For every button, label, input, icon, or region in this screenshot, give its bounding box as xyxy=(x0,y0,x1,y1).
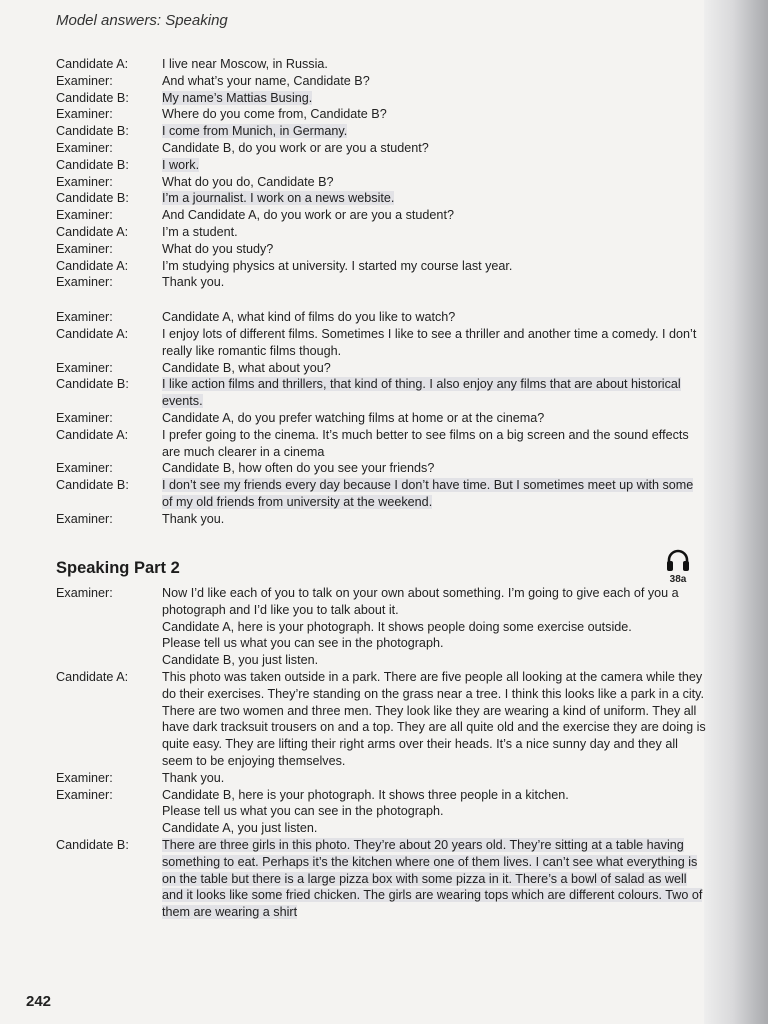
speaker-label: Examiner: xyxy=(56,140,113,155)
speaker-label xyxy=(56,803,162,820)
turn-text xyxy=(162,241,706,258)
turn-text-content: Candidate A, do you prefer watching films at home or at the cinema? xyxy=(162,410,545,425)
dialogue-turn xyxy=(56,837,706,921)
speaker-label: Examiner: xyxy=(56,73,113,88)
dialogue-turn xyxy=(56,326,706,360)
dialogue-turn xyxy=(56,140,706,157)
turn-text xyxy=(162,326,706,360)
turn-text-content: Thank you. xyxy=(162,275,225,290)
turn-text-content: I’m a student. xyxy=(162,224,238,239)
dialogue-turn xyxy=(56,477,706,511)
dialogue-turn xyxy=(56,90,706,107)
turn-text xyxy=(162,123,706,140)
turn-text xyxy=(162,190,706,207)
turn-text-content: This photo was taken outside in a park. There are five people all looking at the camera while they do their exercises. They’re standing on the grass near a tree. I think this looks like a park in a city. There are two women and three men. They look like they are wearing a kind of uniform. They all have dark tracksuit trousers on and a top. They are all quite old and the exercise they are doing is quite easy. They are lifting their right arms over their heads. It’s a nice sunny day and they all seem to be enjoying themselves. xyxy=(162,669,706,768)
turn-text-content: Thank you. xyxy=(162,770,225,785)
turn-text xyxy=(162,820,706,837)
speaker-label: Examiner: xyxy=(56,586,113,600)
speaker-label: Examiner: xyxy=(56,787,113,802)
turn-text-content: I enjoy lots of different films. Sometimes I like to see a thriller and another time a comedy. I don’t really like romantic films though. xyxy=(162,326,697,358)
turn-text xyxy=(162,106,706,123)
dialogue-turn xyxy=(56,241,706,258)
speaker-label: Candidate B: xyxy=(56,124,129,139)
turn-text xyxy=(162,410,706,427)
speaker-label: Candidate A: xyxy=(56,57,129,71)
speaker-label: Candidate B: xyxy=(56,377,129,392)
turn-text-content: Candidate B, how often do you see your friends? xyxy=(162,461,435,476)
turn-text xyxy=(162,376,706,410)
highlighted-answer: I like action films and thrillers, that kind of thing. I also enjoy any films that are about historical events. xyxy=(162,377,681,409)
speaker-label: Examiner: xyxy=(56,310,113,325)
paragraph-gap xyxy=(56,291,706,309)
turn-text xyxy=(162,669,706,770)
speaker-label xyxy=(56,820,162,837)
turn-text xyxy=(162,787,706,804)
turn-text xyxy=(162,635,706,652)
turn-text xyxy=(162,652,706,669)
turn-text xyxy=(162,56,706,73)
dialogue-turn xyxy=(56,274,706,291)
turn-text-content: Where do you come from, Candidate B? xyxy=(162,107,387,122)
section-heading: Speaking Part 2 xyxy=(56,559,180,577)
dialogue-turn xyxy=(56,73,706,90)
speaker-label: Examiner: xyxy=(56,461,113,476)
speaker-label: Examiner: xyxy=(56,410,113,425)
turn-text-content: Please tell us what you can see in the photograph. xyxy=(162,636,444,651)
dialogue-turn xyxy=(56,585,706,619)
turn-text-content: Candidate A, you just listen. xyxy=(162,821,318,836)
dialogue-turn xyxy=(56,106,706,123)
audio-track-indicator xyxy=(664,548,692,585)
dialogue-turn xyxy=(56,803,706,820)
turn-text xyxy=(162,224,706,241)
turn-text-content: I live near Moscow, in Russia. xyxy=(162,57,328,71)
dialogue-turn xyxy=(56,787,706,804)
highlighted-answer: I work. xyxy=(162,157,200,172)
turn-text-content: What do you do, Candidate B? xyxy=(162,174,334,189)
turn-text-content: And what’s your name, Candidate B? xyxy=(162,73,370,88)
turn-text-content: Candidate A, here is your photograph. It shows people doing some exercise outside. xyxy=(162,619,632,634)
dialogue-turn xyxy=(56,123,706,140)
turn-text-content: I prefer going to the cinema. It’s much better to see films on a big screen and the sound effects are much clearer in a cinema xyxy=(162,427,689,459)
speaking-part2-transcript xyxy=(56,585,706,921)
turn-text xyxy=(162,309,706,326)
speaker-label: Examiner: xyxy=(56,360,113,375)
turn-text xyxy=(162,174,706,191)
turn-text xyxy=(162,258,706,275)
dialogue-turn xyxy=(56,258,706,275)
turn-text-content: Thank you. xyxy=(162,511,225,526)
dialogue-turn xyxy=(56,56,706,73)
speaker-label: Candidate B: xyxy=(56,157,129,172)
page-number: 242 xyxy=(26,993,52,1010)
dialogue-turn xyxy=(56,224,706,241)
dialogue-turn xyxy=(56,376,706,410)
speaker-label: Examiner: xyxy=(56,208,113,223)
speaker-label: Candidate A: xyxy=(56,224,129,239)
turn-text xyxy=(162,585,706,619)
speaker-label: Candidate B: xyxy=(56,478,129,493)
turn-text-content: Candidate B, do you work or are you a student? xyxy=(162,140,429,155)
dialogue-turn xyxy=(56,190,706,207)
turn-text-content: Candidate B, here is your photograph. It shows three people in a kitchen. xyxy=(162,787,569,802)
dialogue-turn xyxy=(56,410,706,427)
speaker-label: Candidate B: xyxy=(56,191,129,206)
speaker-label: Candidate A: xyxy=(56,427,129,442)
turn-text xyxy=(162,274,706,291)
turn-text xyxy=(162,90,706,107)
speaker-label: Examiner: xyxy=(56,174,113,189)
speaker-label: Candidate A: xyxy=(56,669,129,684)
dialogue-turn xyxy=(56,157,706,174)
turn-text xyxy=(162,803,706,820)
highlighted-answer: My name’s Mattias Busing. xyxy=(162,90,313,105)
turn-text xyxy=(162,837,706,921)
dialogue-turn xyxy=(56,427,706,461)
turn-text xyxy=(162,619,706,636)
turn-text xyxy=(162,207,706,224)
turn-text-content: What do you study? xyxy=(162,241,274,256)
dialogue-turn xyxy=(56,460,706,477)
turn-text xyxy=(162,140,706,157)
dialogue-turn xyxy=(56,669,706,770)
dialogue-turn xyxy=(56,309,706,326)
speaker-label: Candidate A: xyxy=(56,326,129,341)
turn-text xyxy=(162,360,706,377)
dialogue-turn xyxy=(56,174,706,191)
turn-text-content: Candidate A, what kind of films do you like to watch? xyxy=(162,310,456,325)
audio-track-number: 38a xyxy=(669,574,687,585)
turn-text xyxy=(162,477,706,511)
dialogue-turn xyxy=(56,360,706,377)
turn-text xyxy=(162,73,706,90)
highlighted-answer: I don’t see my friends every day because I don’t have time. But I sometimes meet up with some of my old friends from university at the weekend. xyxy=(162,478,694,509)
turn-text xyxy=(162,770,706,787)
highlighted-answer: I’m a journalist. I work on a news website. xyxy=(162,191,395,206)
speaker-label: Candidate A: xyxy=(56,258,129,273)
speaker-label xyxy=(56,619,162,636)
page-gutter-shadow xyxy=(704,0,768,1024)
dialogue-turn xyxy=(56,770,706,787)
turn-text xyxy=(162,427,706,461)
speaker-label xyxy=(56,652,162,669)
dialogue-turn xyxy=(56,652,706,669)
turn-text-content: I’m studying physics at university. I started my course last year. xyxy=(162,258,513,273)
turn-text xyxy=(162,157,706,174)
highlighted-answer: I come from Munich, in Germany. xyxy=(162,124,348,139)
turn-text-content: Candidate B, you just listen. xyxy=(162,653,319,668)
dialogue-turn xyxy=(56,635,706,652)
speaker-label: Candidate B: xyxy=(56,90,129,105)
speaker-label: Examiner: xyxy=(56,275,113,290)
speaker-label xyxy=(56,635,162,652)
turn-text-content: Candidate B, what about you? xyxy=(162,360,331,375)
dialogue-turn xyxy=(56,511,706,528)
turn-text xyxy=(162,460,706,477)
speaker-label: Examiner: xyxy=(56,107,113,122)
dialogue-turn xyxy=(56,619,706,636)
turn-text-content: Please tell us what you can see in the photograph. xyxy=(162,804,444,819)
turn-text-content: And Candidate A, do you work or are you a student? xyxy=(162,208,454,223)
dialogue-turn xyxy=(56,207,706,224)
turn-text xyxy=(162,511,706,528)
speaker-label: Examiner: xyxy=(56,511,113,526)
speaker-label: Candidate B: xyxy=(56,837,129,852)
turn-text-content: Now I’d like each of you to talk on your own about something. I’m going to give each of you a photograph and I’d like you to talk about it. xyxy=(162,586,679,617)
running-header: Model answers: Speaking xyxy=(56,12,228,29)
speaker-label: Examiner: xyxy=(56,770,113,785)
speaker-label: Examiner: xyxy=(56,241,113,256)
speaking-part1-transcript xyxy=(56,56,706,528)
headphones-icon xyxy=(665,548,691,572)
highlighted-answer: There are three girls in this photo. They’re about 20 years old. They’re sitting at a table having something to eat. Perhaps it’s the kitchen where one of them lives. I can’t see what everything is on the table but there is a large pizza box with some pizza in it. There’s a bowl of salad as well and it looks like some fried chicken. The girls are wearing tops which are different colours. Two of them are wearing a shirt xyxy=(162,837,703,920)
dialogue-turn xyxy=(56,820,706,837)
